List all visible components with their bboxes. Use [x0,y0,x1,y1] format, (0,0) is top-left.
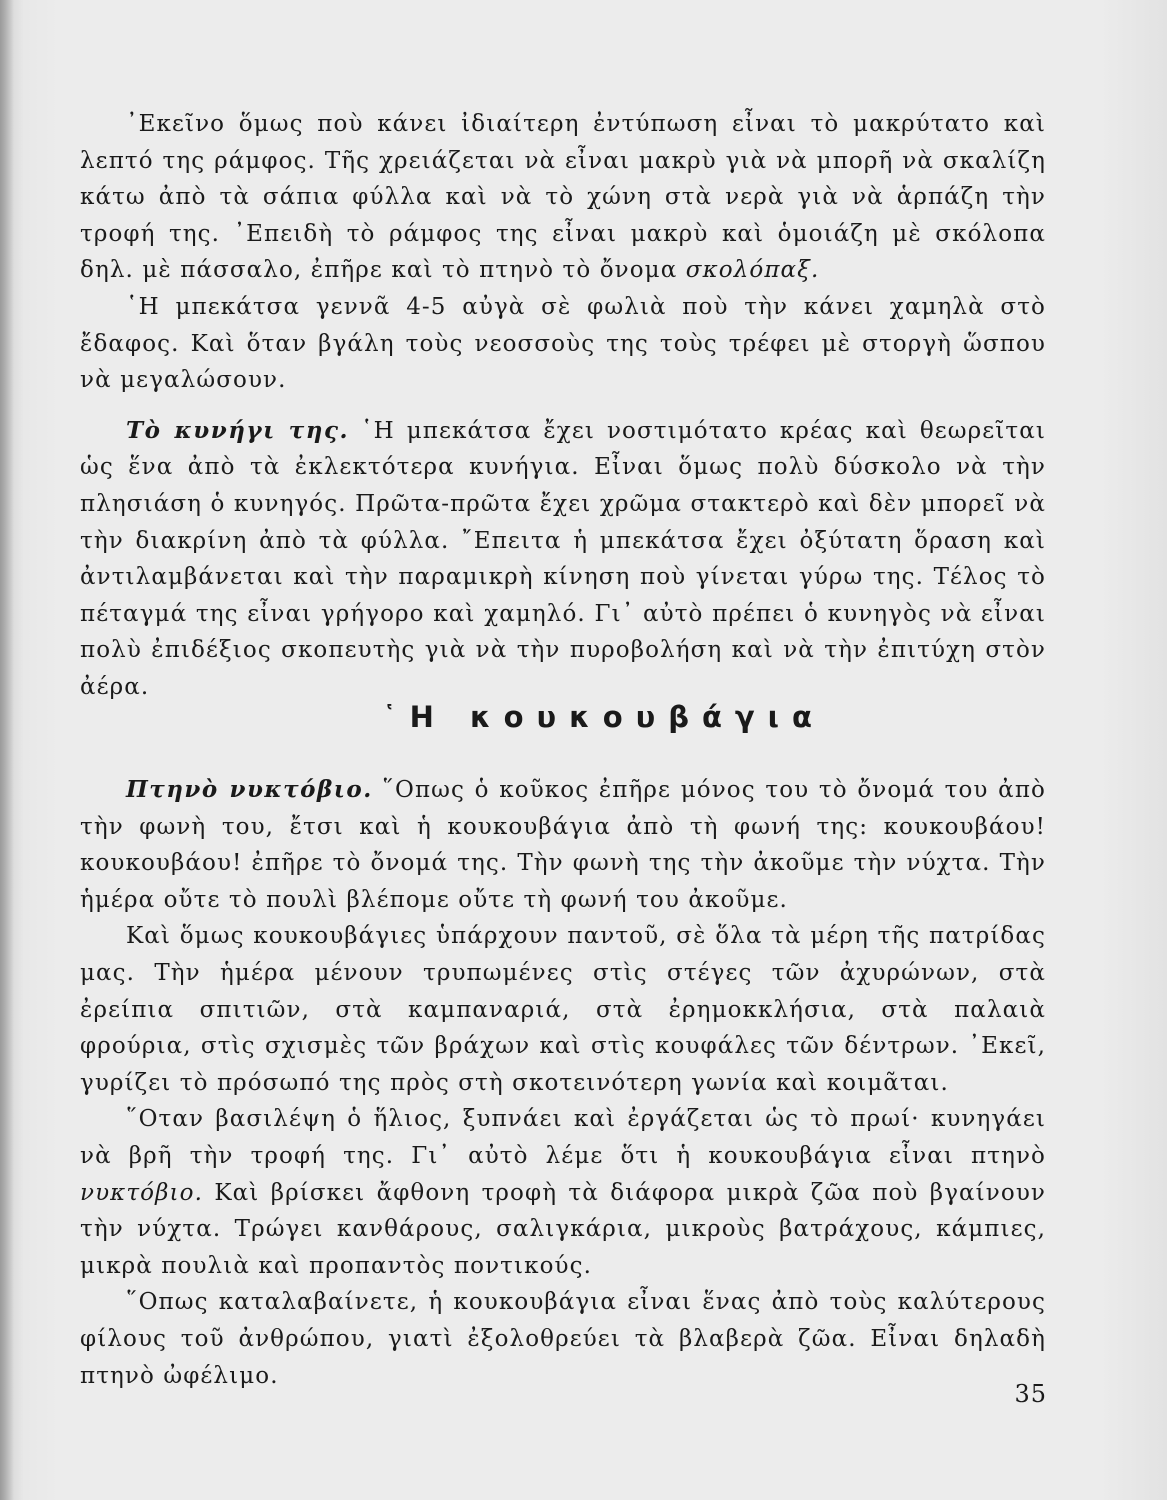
paragraph-eggs: ῾Η μπεκάτσα γεννᾶ 4-5 αὐγὰ σὲ φωλιὰ ποὺ τὴν κάνει χαμηλὰ στὸ ἔδαφος. Καὶ ὅταν βγάλη τοὺς νεοσσοὺς της τοὺς τρέφει μὲ στοργὴ ὥσπου νὰ μεγαλώσουν. [80,293,1046,394]
section-heading-owl: ῾Η κουκουβάγια [382,700,825,734]
term-nyktovio: νυκτόβιο. [80,1179,203,1206]
paragraph-hunting: Τὸ κυνήγι της. ῾Η μπεκάτσα ἔχει νοστιμότατο κρέας καὶ θεωρεῖται ὡς ἕνα ἀπὸ τὰ ἐκλεκτότερα κυνήγια. Εἶναι ὅμως πολὺ δύσκολο νὰ τὴν πλησιάση ὁ κυνηγός. Πρῶτα-πρῶτα ἔχει χρῶμα στακτερὸ καὶ δὲν μπορεῖ νὰ τὴν διακρίνη ἀπὸ τὰ φύλλα. ῎Επειτα ἡ μπεκάτσα ἔχει ὀξύτατη ὅραση καὶ ἀντιλαμβάνεται καὶ τὴν παραμικρὴ κίνηση ποὺ γίνεται γύρω της. Τέλος τὸ πέταγμά της εἶναι γρήγορο καὶ χαμηλό. Γι᾿ αὐτὸ πρέπει ὁ κυνηγὸς νὰ εἶναι πολὺ ἐπιδέξιος σκοπευτὴς γιὰ νὰ τὴν πυροβολήση καὶ νὰ τὴν ἐπιτύχη στὸν ἀέρα. [80,416,1046,700]
paragraph-lead-hunting: Τὸ κυνήγι της. [126,416,350,444]
paragraph-useful: ῞Οπως καταλαβαίνετε, ἡ κουκουβάγια εἶναι ἕνας ἀπὸ τοὺς καλύτερους φίλους τοῦ ἀνθρώπου, γιατὶ ἐξολοθρεύει τὰ βλαβερὰ ζῶα. Εἶναι δηλαδὴ πτηνὸ ὠφέλιμο. [80,1289,1046,1389]
term-skolopax: σκολόπαξ. [685,257,820,284]
page-number: 35 [1014,1380,1047,1408]
section-owl-text [80,772,1046,1394]
paragraph-beak: ᾿Εκεῖνο ὅμως ποὺ κάνει ἰδιαίτερη ἐντύπωση εἶναι τὸ μακρύτατο καὶ λεπτό της ράμφος. Τῆς χρειάζεται νὰ εἶναι μακρὺ γιὰ νὰ μπορῆ νὰ σκαλίζη κάτω ἀπὸ τὰ σάπια φύλλα καὶ νὰ τὸ χώνη στὰ νερὰ γιὰ νὰ ἁρπάζη τὴν τροφή της. ᾿Επειδὴ τὸ ράμφος της εἶναι μακρὺ καὶ ὁμοιάζη μὲ σκόλοπα δηλ. μὲ πάσσαλο, ἐπῆρε καὶ τὸ πτηνὸ τὸ ὄνομα σκολόπαξ. [80,111,1046,284]
paragraph-habitat: Καὶ ὅμως κουκουβάγιες ὑπάρχουν παντοῦ, σὲ ὅλα τὰ μέρη τῆς πατρίδας μας. Τὴν ἡμέρα μένουν τρυπωμένες στὶς στέγες τῶν ἀχυρώνων, στὰ ἐρείπια σπιτιῶν, στὰ καμπαναριά, στὰ ἐρημοκκλήσια, στὰ παλαιὰ φρούρια, στὶς σχισμὲς τῶν βράχων καὶ στὶς κουφάλες τῶν δέντρων. ᾿Εκεῖ, γυρίζει τὸ πρόσωπό της πρὸς στὴ σκοτεινότερη γωνία καὶ κοιμᾶται. [80,923,1046,1096]
paragraph-lead-nocturnal: Πτηνὸ νυκτόβιο. [126,776,373,803]
section-woodcock-text [80,106,1046,706]
paragraph-nocturnal: Πτηνὸ νυκτόβιο. ῞Οπως ὁ κοῦκος ἐπῆρε μόνος του τὸ ὄνομά του ἀπὸ τὴν φωνὴ του, ἔτσι καὶ ἡ κουκουβάγια ἀπὸ τὴ φωνή της: κουκουβάου! κουκουβάου! ἐπῆρε τὸ ὄνομά της. Τὴν φωνὴ της τὴν ἀκοῦμε τὴν νύχτα. Τὴν ἡμέρα οὔτε τὸ πουλὶ βλέπομε οὔτε τὴ φωνή του ἀκοῦμε. [80,776,1046,913]
paragraph-night-hunting: ῞Οταν βασιλέψη ὁ ἥλιος, ξυπνάει καὶ ἐργάζεται ὡς τὸ πρωί· κυνηγάει νὰ βρῆ τὴν τροφή της. Γι᾿ αὐτὸ λέμε ὅτι ἡ κουκουβάγια εἶναι πτηνὸ νυκτόβιο. Καὶ βρίσκει ἄφθονη τροφὴ τὰ διάφορα μικρὰ ζῶα ποὺ βγαίνουν τὴν νύχτα. Τρώγει κανθάρους, σαλιγκάρια, μικροὺς βατράχους, κάμπιες, μικρὰ πουλιὰ καὶ προπαντὸς ποντικούς. [80,1106,1046,1279]
page-binding-shadow [0,0,14,1500]
